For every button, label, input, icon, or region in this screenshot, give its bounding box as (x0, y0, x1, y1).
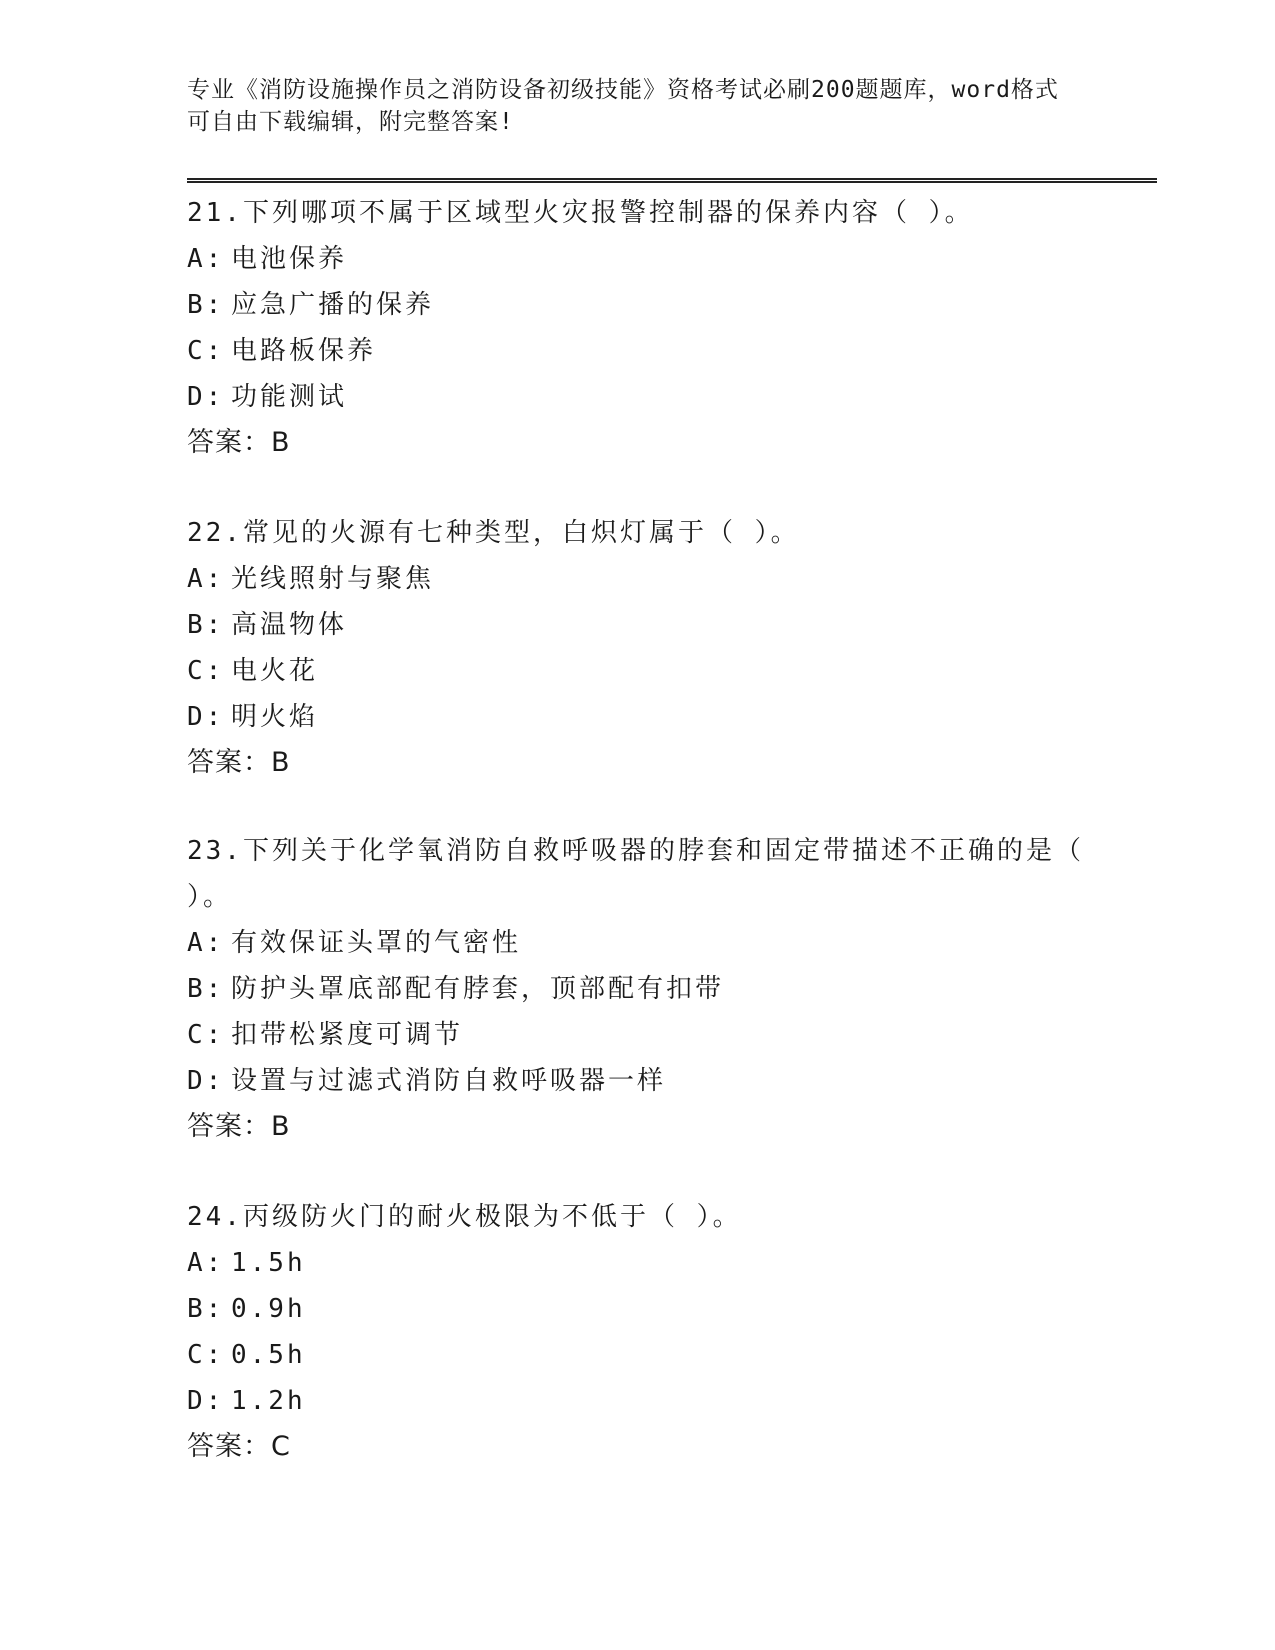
option-label: B: (187, 1294, 225, 1324)
option-label: A: (187, 564, 225, 594)
option-text: 明火焰 (231, 702, 319, 732)
answer: 答案：B (187, 1111, 291, 1142)
option-b (187, 966, 1087, 1012)
option-label: B: (187, 290, 225, 320)
header-divider (187, 178, 1157, 183)
option-text: 设置与过滤式消防自救呼吸器一样 (231, 1066, 667, 1096)
option-a (187, 236, 1087, 282)
option-text: 扣带松紧度可调节 (231, 1020, 464, 1050)
question-22 (187, 510, 1087, 786)
option-label: C: (187, 656, 225, 686)
question-24 (187, 1194, 1087, 1470)
option-c (187, 328, 1087, 374)
option-text: 0.9h (231, 1294, 306, 1324)
option-text: 电火花 (231, 656, 319, 686)
option-text: 应急广播的保养 (231, 290, 435, 320)
option-a (187, 1240, 1087, 1286)
answer: 答案：C (187, 1431, 291, 1462)
option-d (187, 374, 1087, 420)
option-label: D: (187, 1386, 225, 1416)
option-b (187, 1286, 1087, 1332)
answer: 答案：B (187, 427, 291, 458)
question-stem: 24.丙级防火门的耐火极限为不低于（ ）。 (187, 1202, 742, 1232)
question-stem: 21.下列哪项不属于区域型火灾报警控制器的保养内容（ ）。 (187, 198, 974, 228)
option-label: D: (187, 382, 225, 412)
option-text: 电路板保养 (231, 336, 377, 366)
option-text: 高温物体 (231, 610, 348, 640)
option-label: C: (187, 1340, 225, 1370)
option-text: 1.2h (231, 1386, 306, 1416)
option-label: A: (187, 1248, 225, 1278)
option-d (187, 1378, 1087, 1424)
question-stem: 22.常见的火源有七种类型，白炽灯属于（ ）。 (187, 518, 800, 548)
question-stem: 23.下列关于化学氧消防自救呼吸器的脖套和固定带描述不正确的是（ ）。 (187, 836, 1084, 912)
option-label: D: (187, 1066, 225, 1096)
answer: 答案：B (187, 747, 291, 778)
option-label: B: (187, 974, 225, 1004)
question-23 (187, 828, 1087, 1150)
option-label: C: (187, 336, 225, 366)
option-text: 光线照射与聚焦 (231, 564, 435, 594)
option-text: 1.5h (231, 1248, 306, 1278)
option-d (187, 694, 1087, 740)
option-label: A: (187, 928, 225, 958)
option-c (187, 1332, 1087, 1378)
option-text: 防护头罩底部配有脖套，顶部配有扣带 (231, 974, 725, 1004)
option-text: 功能测试 (231, 382, 348, 412)
document-intro: 专业《消防设施操作员之消防设备初级技能》资格考试必刷200题题库，word格式可自由下载编辑，附完整答案! (187, 77, 1059, 135)
option-text: 电池保养 (231, 244, 348, 274)
question-21 (187, 190, 1087, 466)
option-label: A: (187, 244, 225, 274)
option-label: C: (187, 1020, 225, 1050)
option-c (187, 648, 1087, 694)
option-c (187, 1012, 1087, 1058)
option-label: D: (187, 702, 225, 732)
option-label: B: (187, 610, 225, 640)
option-a (187, 556, 1087, 602)
option-text: 0.5h (231, 1340, 306, 1370)
option-d (187, 1058, 1087, 1104)
option-b (187, 602, 1087, 648)
option-text: 有效保证头罩的气密性 (231, 928, 522, 958)
option-b (187, 282, 1087, 328)
option-a (187, 920, 1087, 966)
